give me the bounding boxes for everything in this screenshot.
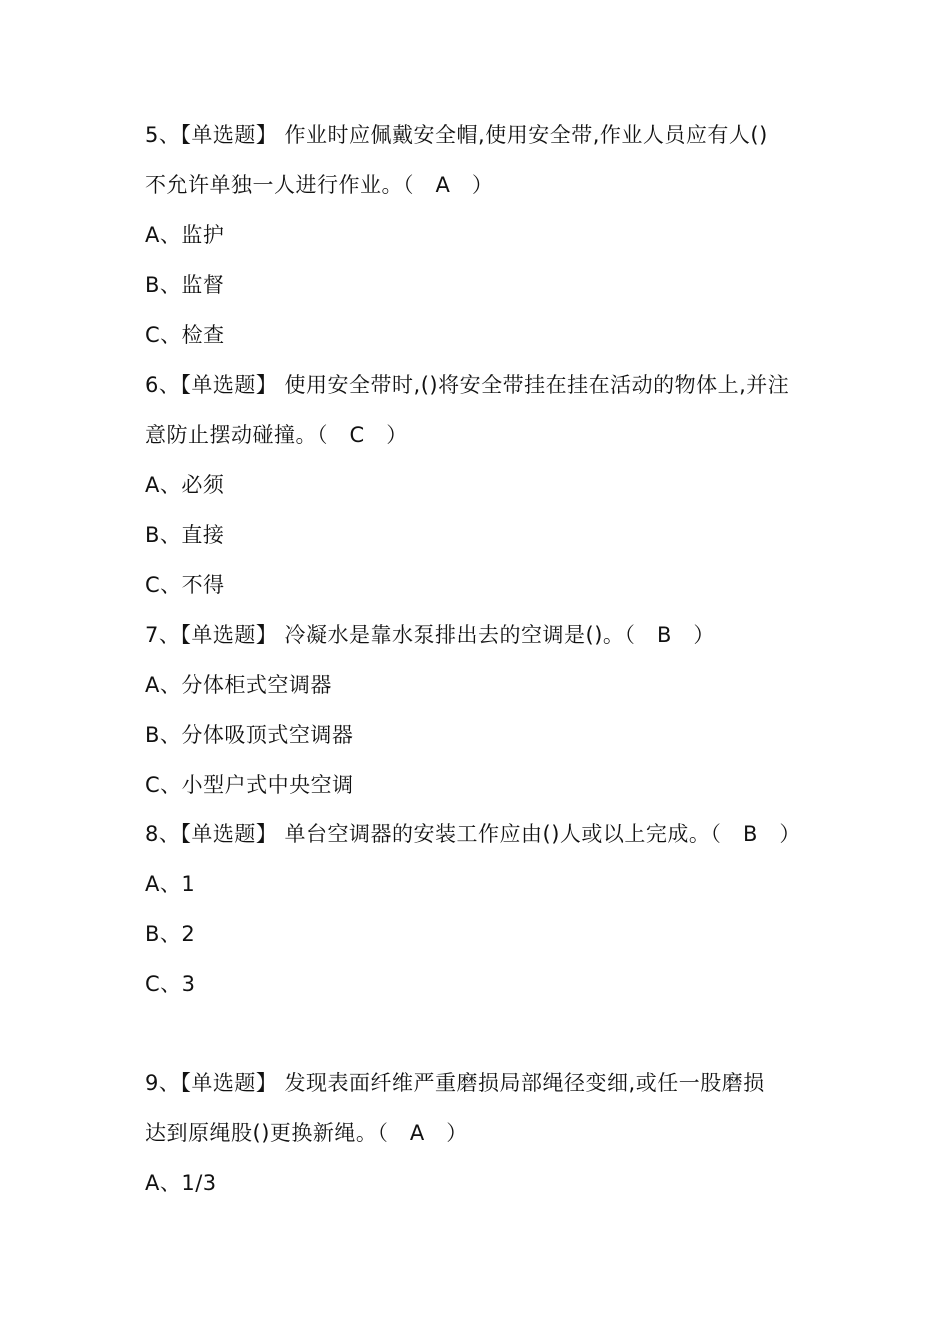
question-7-option-a: A、分体柜式空调器: [145, 673, 332, 697]
question-5-option-c: C、检查: [145, 323, 225, 347]
question-5-text-line-2: 不允许单独一人进行作业。（ A ）: [145, 173, 494, 197]
question-5-text-line-1: 5、【单选题】 作业时应佩戴安全帽,使用安全带,作业人员应有人(): [145, 123, 768, 147]
question-8-option-a: A、1: [145, 872, 196, 896]
question-6-text-line-1: 6、【单选题】 使用安全带时,()将安全带挂在挂在活动的物体上,并注: [145, 373, 790, 397]
question-7-option-c: C、小型户式中央空调: [145, 773, 354, 797]
question-5-option-a: A、监护: [145, 223, 225, 247]
question-8-text: 8、【单选题】 单台空调器的安装工作应由()人或以上完成。（ B ）: [145, 822, 801, 846]
question-6-option-c: C、不得: [145, 573, 225, 597]
question-5-option-b: B、监督: [145, 273, 225, 297]
question-7-text: 7、【单选题】 冷凝水是靠水泵排出去的空调是()。（ B ）: [145, 623, 715, 647]
question-9-option-a: A、1/3: [145, 1171, 217, 1195]
question-6-text-line-2: 意防止摆动碰撞。（ C ）: [145, 423, 408, 447]
question-6-option-b: B、直接: [145, 523, 225, 547]
question-7-option-b: B、分体吸顶式空调器: [145, 723, 354, 747]
question-8-option-c: C、3: [145, 972, 196, 996]
question-9-text-line-2: 达到原绳股()更换新绳。（ A ）: [145, 1121, 468, 1145]
question-8-option-b: B、2: [145, 922, 196, 946]
question-9-text-line-1: 9、【单选题】 发现表面纤维严重磨损局部绳径变细,或任一股磨损: [145, 1071, 765, 1095]
question-6-option-a: A、必须: [145, 473, 225, 497]
